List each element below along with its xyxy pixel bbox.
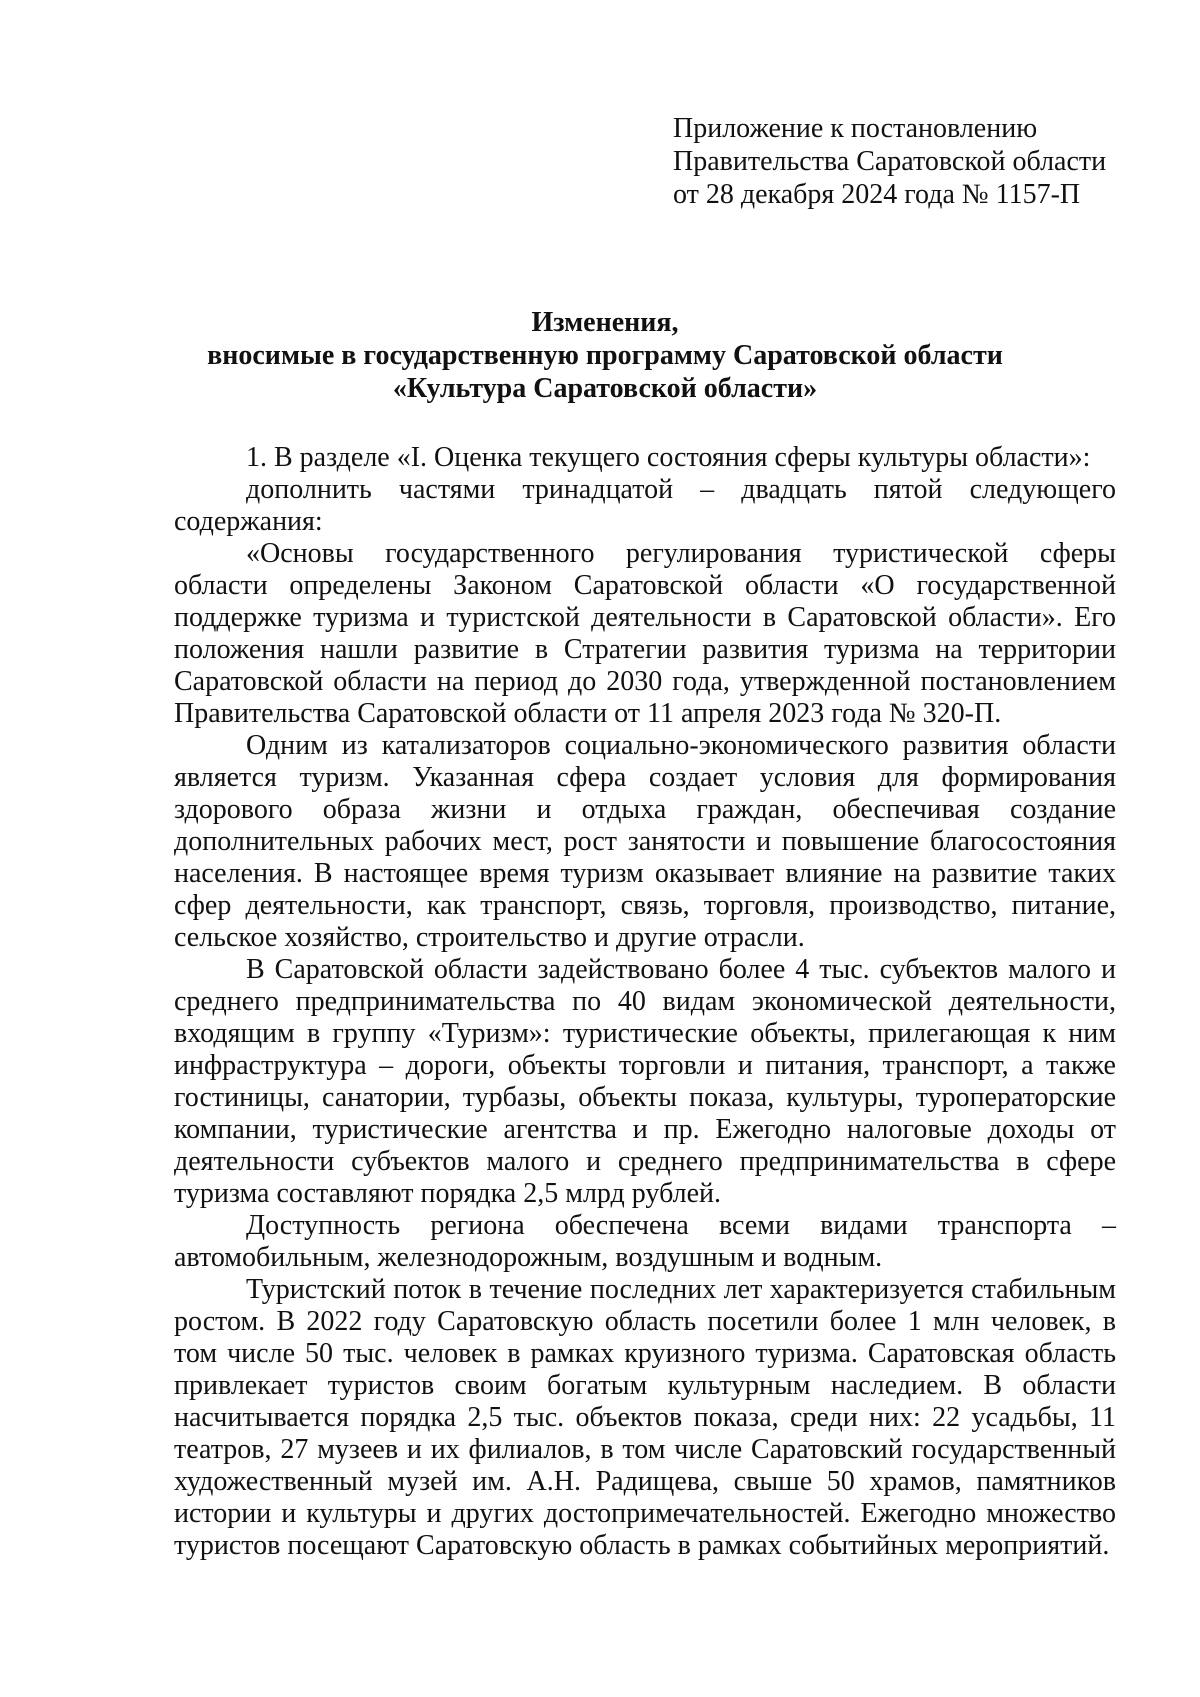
title-line: вносимые в государственную программу Саратовской области	[207, 340, 1003, 371]
paragraph: Одним из катализаторов социально-экономического развития области является туризм. Указанная сфера создает условия для формирования здорового образа жизни и отдыха граждан, обеспечивая создание дополнительных рабочих мест, рост занятости и повышение благосостояния населения. В настоящее время туризм оказывает влияние на развитие таких сфер деятельности, как транспорт, связь, торговля, производство, питание, сельское хозяйство, строительство и другие отрасли.	[174, 730, 1116, 953]
paragraph: 1. В разделе «I. Оценка текущего состояния сферы культуры области»:	[246, 442, 1091, 473]
paragraph: дополнить частями тринадцатой – двадцать пятой следующего содержания:	[174, 474, 1116, 537]
paragraph: Туристский поток в течение последних лет характеризуется стабильным ростом. В 2022 году Саратовскую область посетили более 1 млн человек, в том числе 50 тыс. человек в рамках круизного туризма. Саратовская область привлекает туристов своим богатым культурным наследием. В области насчитывается порядка 2,5 тыс. объектов показа, среди них: 22 усадьбы, 11 театров, 27 музеев и их филиалов, в том числе Саратовский государственный художественный музей им. А.Н. Радищева, свыше 50 храмов, памятников истории и культуры и других достопримечательностей. Ежегодно множество туристов посещают Саратовскую область в рамках событийных мероприятий.	[174, 1274, 1116, 1561]
title-line: Изменения,	[531, 307, 679, 338]
paragraph: Доступность региона обеспечена всеми видами транспорта – автомобильным, железнодорожным, воздушным и водным.	[174, 1210, 1116, 1273]
title-line: «Культура Саратовской области»	[392, 373, 818, 404]
document-title	[160, 306, 1050, 405]
paragraph: В Саратовской области задействовано более 4 тыс. субъектов малого и среднего предпринимательства по 40 видам экономической деятельности, входящим в группу «Туризм»: туристические объекты, прилегающая к ним инфраструктура – дороги, объекты торговли и питания, транспорт, а также гостиницы, санатории, турбазы, объекты показа, культуры, туроператорские компании, туристические агентства и пр. Ежегодно налоговые доходы от деятельности субъектов малого и среднего предпринимательства в сфере туризма составляют порядка 2,5 млрд рублей.	[174, 954, 1116, 1209]
paragraph: «Основы государственного регулирования туристической сферы области определены Законом Саратовской области «О государственной поддержке туризма и туристской деятельности в Саратовской области». Его положения нашли развитие в Стратегии развития туризма на территории Саратовской области на период до 2030 года, утвержденной постановлением Правительства Саратовской области от 11 апреля 2023 года № 320-П.	[174, 538, 1116, 729]
appendix-line: Приложение к постановлению	[673, 113, 1038, 144]
appendix-line: от 28 декабря 2024 года № 1157-П	[673, 179, 1081, 210]
appendix-line: Правительства Саратовской области	[673, 146, 1107, 177]
appendix-header	[673, 112, 1173, 211]
document-body	[174, 442, 1116, 1562]
